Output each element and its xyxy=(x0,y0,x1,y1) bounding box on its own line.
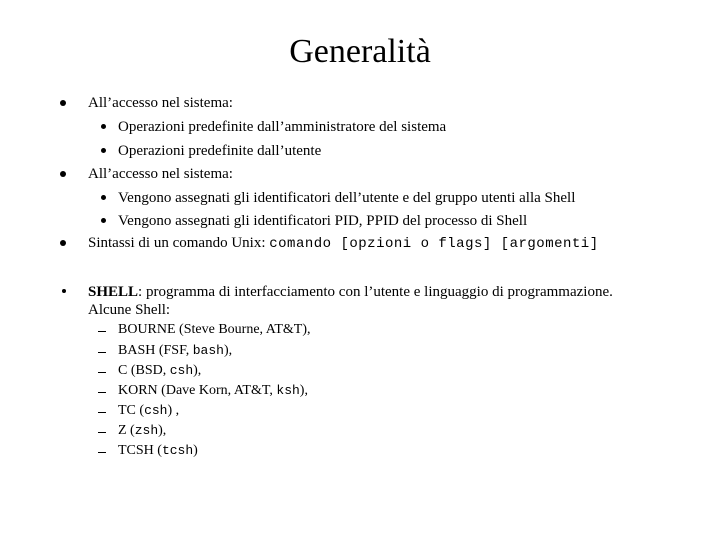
bullet-dot xyxy=(60,171,66,177)
shell-item-tail: ) xyxy=(193,443,198,458)
shell-item-code: zsh xyxy=(134,423,159,438)
shell-item-tail: ) , xyxy=(167,403,180,418)
bullet-dot xyxy=(60,240,66,246)
list-item: Operazioni predefinite dall’amministratore del sistema xyxy=(118,119,447,135)
shell-item-label: BOURNE (Steve Bourne, AT&T), xyxy=(118,322,311,337)
shell-term: SHELL xyxy=(88,284,139,300)
shell-item xyxy=(118,341,232,361)
dash-bullet xyxy=(98,432,106,433)
shell-definition-text: : programma di interfacciamento con l’utente e linguaggio di programmazione. xyxy=(138,284,613,300)
dash-bullet xyxy=(98,372,106,373)
bullet-dot xyxy=(60,100,66,106)
shell-item xyxy=(118,421,166,441)
bullet-dot xyxy=(101,195,106,200)
shell-item-code: csh xyxy=(144,403,168,418)
bullet-dot xyxy=(101,148,106,153)
shell-item-tail: ), xyxy=(193,363,202,378)
shell-item xyxy=(118,320,310,340)
bullet-dot xyxy=(101,218,106,223)
shell-item-tail: ), xyxy=(299,383,308,398)
shell-item-code: tcsh xyxy=(161,443,194,458)
shell-item xyxy=(118,441,198,461)
list-item: All’accesso nel sistema: xyxy=(88,166,233,182)
bullet-dot xyxy=(62,289,66,293)
list-item xyxy=(88,233,599,254)
slide-title: Generalità xyxy=(289,33,431,70)
shell-item-label: Z ( xyxy=(118,423,135,438)
shell-item-code: bash xyxy=(192,343,224,358)
dash-bullet xyxy=(98,452,106,453)
shell-item-label: BASH (FSF, xyxy=(118,343,193,358)
shell-item-code: csh xyxy=(169,363,194,378)
shell-list-intro: Alcune Shell: xyxy=(88,302,171,318)
shell-definition xyxy=(88,282,613,302)
shell-item xyxy=(118,361,201,381)
list-item: All’accesso nel sistema: xyxy=(88,95,233,111)
dash-bullet xyxy=(98,412,106,413)
shell-item-label: C (BSD, xyxy=(118,363,170,378)
shell-item xyxy=(118,381,308,401)
shell-item-label: TCSH ( xyxy=(118,443,162,458)
dash-bullet xyxy=(98,392,106,393)
dash-bullet xyxy=(98,331,106,332)
shell-item-tail: ), xyxy=(223,343,233,358)
list-item-text: Sintassi di un comando Unix: xyxy=(88,235,270,251)
list-item: Vengono assegnati gli identificatori dell’utente e del gruppo utenti alla Shell xyxy=(118,190,576,206)
dash-bullet xyxy=(98,352,106,353)
list-item: Vengono assegnati gli identificatori PID, PPID del processo di Shell xyxy=(118,213,528,229)
shell-item-tail: ), xyxy=(158,423,167,438)
bullet-dot xyxy=(101,124,106,129)
shell-item-label: KORN (Dave Korn, AT&T, xyxy=(118,383,277,398)
command-syntax: comando [opzioni o flags] [argomenti] xyxy=(269,236,599,252)
shell-item-label: TC ( xyxy=(118,403,145,418)
list-item: Operazioni predefinite dall’utente xyxy=(118,143,322,159)
shell-item xyxy=(118,401,179,421)
shell-item-code: ksh xyxy=(276,383,300,398)
